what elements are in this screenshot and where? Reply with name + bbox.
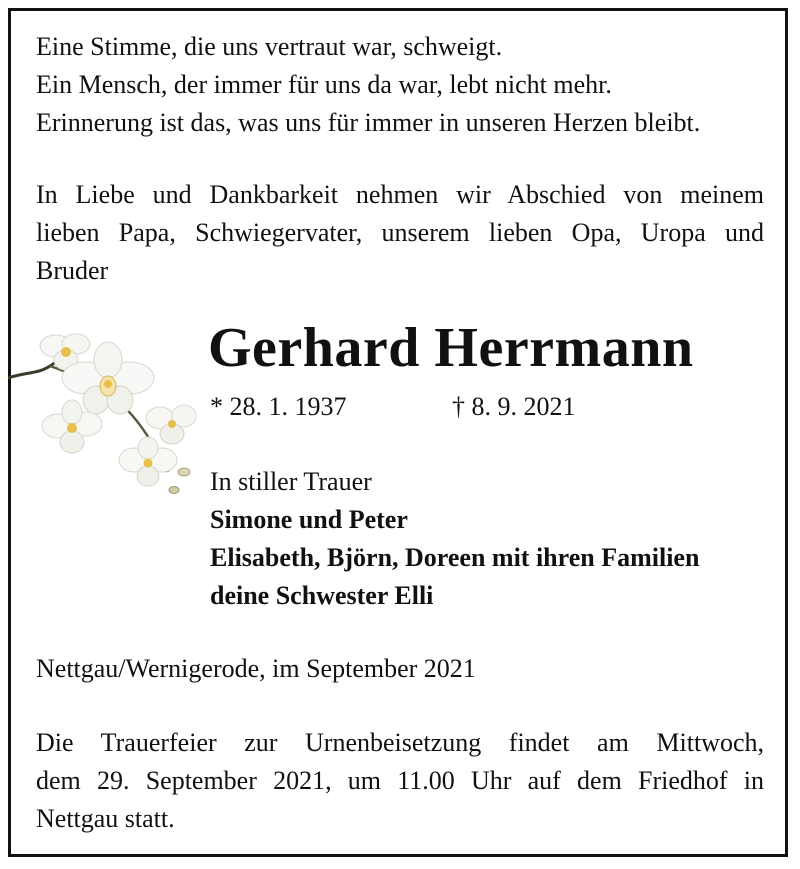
mourners-line-3: deine Schwester Elli <box>210 581 434 610</box>
birth-date: * 28. 1. 1937 <box>210 392 347 421</box>
mourners-line-1: Simone und Peter <box>210 505 408 534</box>
poem-line-2: Ein Mensch, der immer für uns da war, lebt nicht mehr. <box>36 70 612 99</box>
poem-line-1: Eine Stimme, die uns vertraut war, schweigt. <box>36 32 503 61</box>
mourners-heading: In stiller Trauer <box>210 467 372 496</box>
mourners-line-2: Elisabeth, Björn, Doreen mit ihren Familien <box>210 543 700 572</box>
orchid-flower-icon <box>8 322 198 502</box>
service-line-3: Nettgau statt. <box>36 804 175 833</box>
deceased-name: Gerhard Herrmann <box>208 317 694 379</box>
intro-line-1: In Liebe und Dankbarkeit nehmen wir Abschied von meinem <box>36 180 764 209</box>
intro-line-3: Bruder <box>36 256 109 285</box>
poem-line-3: Erinnerung ist das, was uns für immer in unseren Herzen bleibt. <box>36 108 701 137</box>
intro-line-2: lieben Papa, Schwiegervater, unserem lieben Opa, Uropa und <box>36 218 764 247</box>
service-line-1: Die Trauerfeier zur Urnenbeisetzung findet am Mittwoch, <box>36 728 764 757</box>
death-date: † 8. 9. 2021 <box>452 392 576 421</box>
service-line-2: dem 29. September 2021, um 11.00 Uhr auf dem Friedhof in <box>36 766 764 795</box>
place-date: Nettgau/Wernigerode, im September 2021 <box>36 654 476 683</box>
